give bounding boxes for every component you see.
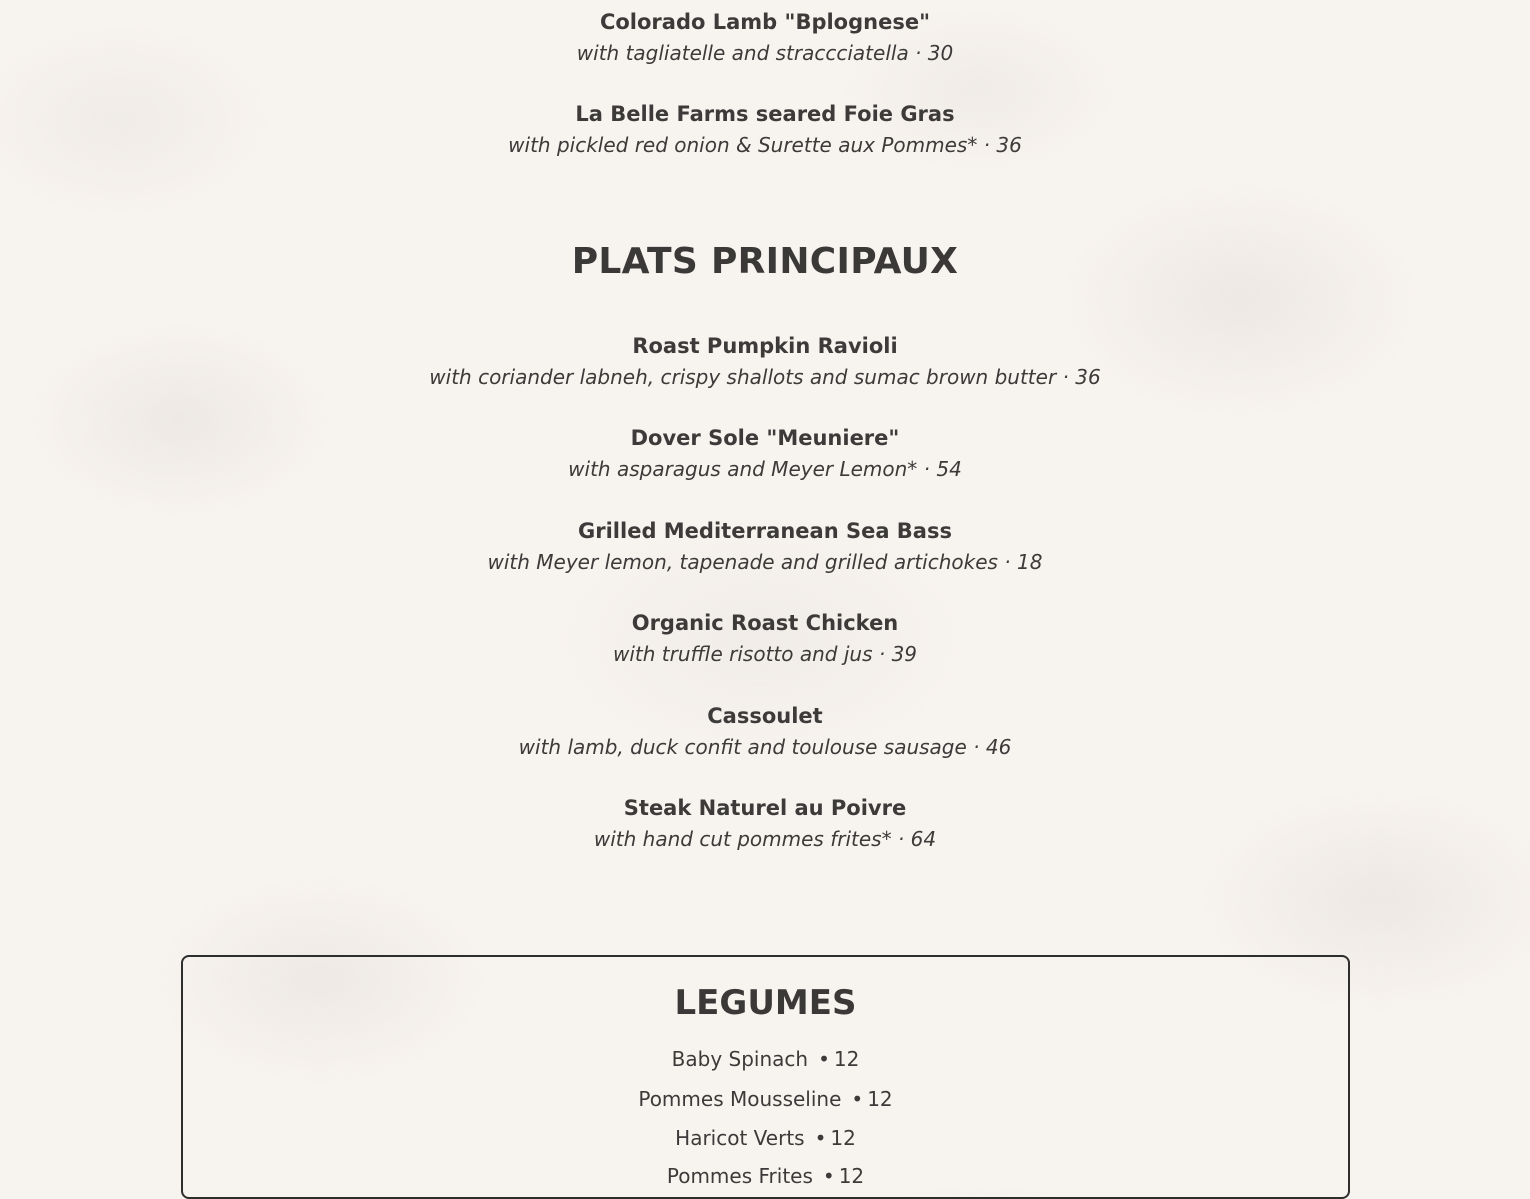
legume-price: 12	[830, 1126, 856, 1150]
menu-item-dover-sole	[0, 424, 1530, 483]
item-name: Cassoulet	[707, 704, 823, 728]
item-description: with coriander labneh, crispy shallots and sumac brown butter · 36	[429, 365, 1101, 389]
item-name: Colorado Lamb "Bplognese"	[599, 10, 931, 34]
item-description: with asparagus and Meyer Lemon* · 54	[568, 457, 962, 481]
item-description: with truffle risotto and jus · 39	[612, 642, 918, 666]
item-description: with pickled red onion & Surette aux Pommes* · 36	[508, 133, 1022, 157]
item-name: La Belle Farms seared Foie Gras	[575, 102, 955, 126]
legume-price: 12	[833, 1047, 860, 1071]
section-title-legumes: LEGUMES	[674, 983, 857, 1023]
menu-item-roast-chicken	[0, 609, 1530, 668]
legume-name: Pommes Mousseline	[638, 1087, 842, 1111]
legume-item-haricot-verts	[183, 1124, 1348, 1152]
legume-item-pommes-mousseline	[183, 1085, 1348, 1113]
item-name: Steak Naturel au Poivre	[623, 796, 907, 820]
legume-name: Baby Spinach	[671, 1047, 809, 1071]
item-name: Organic Roast Chicken	[631, 611, 899, 635]
bullet-separator: •	[851, 1087, 864, 1111]
menu-item-cassoulet	[0, 702, 1530, 761]
item-description: with Meyer lemon, tapenade and grilled artichokes · 18	[487, 550, 1043, 574]
legume-name: Haricot Verts	[675, 1126, 805, 1150]
legume-price: 12	[838, 1164, 865, 1188]
bullet-separator: •	[822, 1164, 835, 1188]
item-name: Roast Pumpkin Ravioli	[632, 334, 898, 358]
legume-price: 12	[867, 1087, 893, 1111]
legume-item-pommes-frites	[183, 1162, 1348, 1190]
legume-name: Pommes Frites	[666, 1164, 813, 1188]
menu-item-foie-gras	[0, 100, 1530, 159]
item-name: Grilled Mediterranean Sea Bass	[578, 519, 952, 543]
menu-item-steak-au-poivre	[0, 794, 1530, 853]
legume-item-baby-spinach	[183, 1045, 1348, 1073]
item-description: with hand cut pommes frites* · 64	[593, 827, 937, 851]
bullet-separator: •	[818, 1047, 830, 1071]
bullet-separator: •	[814, 1126, 827, 1150]
menu-item-sea-bass	[0, 517, 1530, 576]
legumes-panel	[181, 955, 1350, 1199]
menu-item-pumpkin-ravioli	[0, 332, 1530, 391]
item-name: Dover Sole "Meuniere"	[630, 426, 900, 450]
item-description: with tagliatelle and straccciatella · 30	[576, 41, 954, 65]
item-description: with lamb, duck confit and toulouse sausage · 46	[518, 735, 1012, 759]
section-title-plats-principaux: PLATS PRINCIPAUX	[571, 241, 959, 282]
menu-item-lamb-bolognese	[0, 8, 1530, 67]
